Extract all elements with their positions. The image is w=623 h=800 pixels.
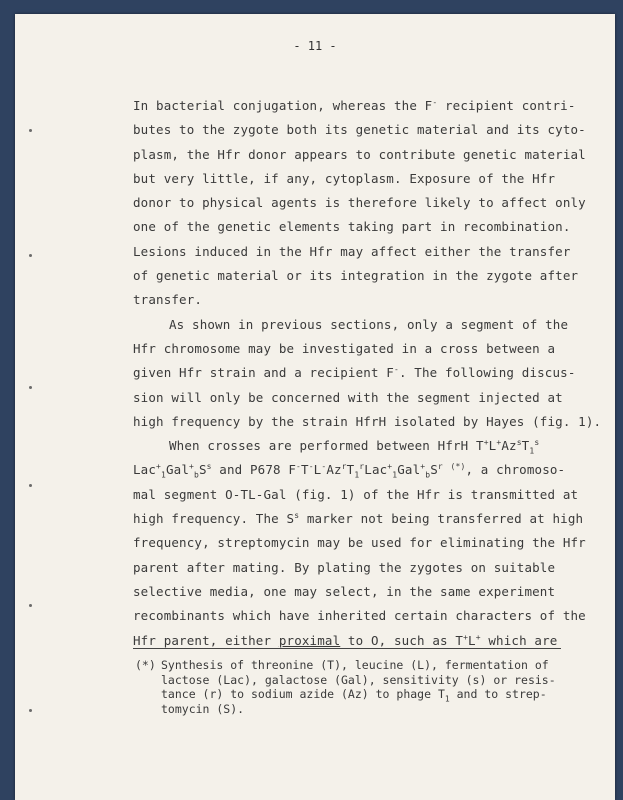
text-line: but very little, if any, cytoplasm. Exposure of the Hfr — [133, 170, 556, 186]
punch-hole — [29, 604, 32, 607]
document-page — [15, 14, 615, 800]
text-line: Hfr chromosome may be investigated in a cross between a — [133, 340, 556, 356]
footnote-line: tance (r) to sodium azide (Az) to phage $T_1$ and to strep- — [161, 687, 547, 704]
text-line: plasm, the Hfr donor appears to contribute genetic material — [133, 146, 586, 162]
text-line: Lesions induced in the Hfr may affect either the transfer — [133, 243, 571, 259]
text-line: As shown in previous sections, only a segment of the — [169, 316, 569, 332]
text-line: high frequency by the strain HfrH isolated by Hayes (fig. 1). — [133, 413, 602, 429]
text-line: one of the genetic elements taking part in recombination. — [133, 219, 571, 235]
text-line: recombinants which have inherited certain characters of the — [133, 608, 586, 624]
footnote-divider — [133, 648, 561, 649]
text-line: selective media, one may select, in the same experiment — [133, 583, 556, 599]
punch-hole — [29, 129, 32, 132]
footnote-line: Synthesis of threonine (T), leucine (L), fermentation of — [161, 658, 549, 672]
text-line: parent after mating. By plating the zygotes on suitable — [133, 559, 556, 575]
text-line: high frequency. The $S^s$ marker not being transferred at high — [133, 510, 584, 527]
text-line: In bacterial conjugation, whereas the F- recipient contri- — [133, 97, 576, 113]
text-line: donor to physical agents is therefore likely to affect only — [133, 195, 586, 211]
text-line: Hfr parent, either proximal to O, such as T+L+ which are — [133, 632, 558, 648]
text-line: butes to the zygote both its genetic material and its cyto- — [133, 122, 586, 138]
punch-hole — [29, 254, 32, 257]
text-line: transfer. — [133, 292, 203, 308]
footnote-mark: (*) — [135, 658, 156, 672]
underlined-word: proximal — [278, 632, 341, 648]
punch-hole — [29, 709, 32, 712]
text-line: given Hfr strain and a recipient F-. The following discus- — [133, 365, 576, 381]
text-line: of genetic material or its integration in the zygote after — [133, 268, 579, 284]
body-text — [133, 94, 602, 653]
punch-hole — [29, 386, 32, 389]
text-line: frequency, streptomycin may be used for eliminating the Hfr — [133, 535, 586, 551]
text-line: When crosses are performed between HfrH $T^+L^+Az^sT_1^s$ — [169, 438, 540, 456]
footnote-line: lactose (Lac), galactose (Gal), sensitivity (s) or resis- — [161, 672, 556, 687]
text-line: $Lac^+_1Gal^+_bS^s$ and P678 $F^-T^-L^-Az^rT_1^rLac^+_1Gal^+_bS^r$ (*), a chromoso- — [133, 462, 566, 480]
text-line: mal segment O-TL-Gal (fig. 1) of the Hfr is transmitted at — [133, 486, 579, 502]
text-line: sion will only be concerned with the segment injected at — [133, 389, 563, 405]
punch-hole — [29, 484, 32, 487]
footnote-reference: (*) — [450, 462, 466, 472]
footnote — [135, 658, 575, 716]
footnote-line: tomycin (S). — [161, 701, 245, 716]
page-number: - 11 - — [293, 39, 337, 53]
